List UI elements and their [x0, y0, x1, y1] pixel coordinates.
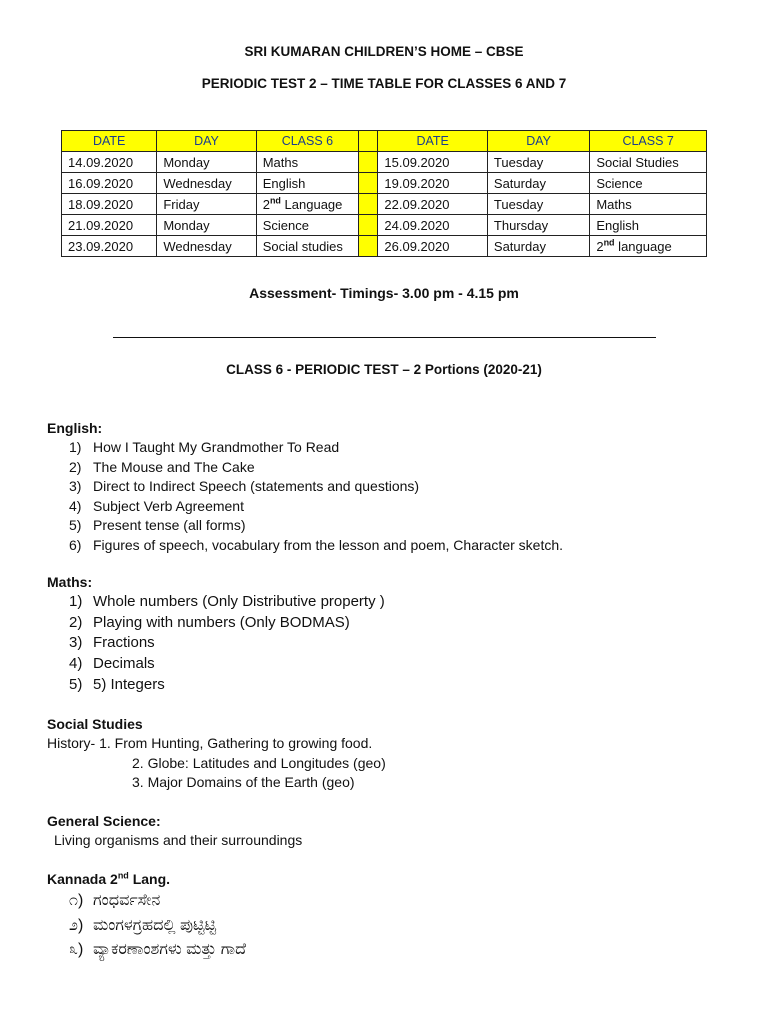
- table-cell: 23.09.2020: [62, 236, 157, 257]
- spacer-cell: [359, 173, 378, 194]
- list-item: 4) Subject Verb Agreement: [69, 497, 244, 514]
- list-item: ೨) ಮಂಗಳಗ್ರಹದಲ್ಲಿ ಪುಟ್ಟಿಟ್ಟಿ: [69, 916, 217, 934]
- table-cell: Tuesday: [487, 194, 589, 215]
- table-row: [62, 194, 707, 215]
- table-cell: 2nd Language: [256, 194, 358, 215]
- table-cell: 24.09.2020: [378, 215, 488, 236]
- list-item: 2) Playing with numbers (Only BODMAS): [69, 613, 350, 631]
- list-item: 2) The Mouse and The Cake: [69, 458, 255, 475]
- list-item: 3) Fractions: [69, 634, 155, 652]
- list-item: ೩) ವ್ಯಾಕರಣಾಂಶಗಳು ಮತ್ತು ಗಾದೆ: [69, 941, 247, 958]
- science-section: [47, 811, 302, 851]
- table-cell: Social studies: [256, 236, 358, 257]
- maths-list: [47, 592, 385, 695]
- science-line: Living organisms and their surroundings: [54, 832, 303, 848]
- table-cell: Science: [590, 173, 707, 194]
- portions-title: CLASS 6 - PERIODIC TEST – 2 Portions (2020-21): [226, 362, 542, 377]
- list-item: 4) Decimals: [69, 655, 155, 673]
- table-row: [62, 236, 707, 257]
- science-heading: General Science:: [47, 813, 161, 829]
- divider-line: [113, 337, 656, 338]
- table-cell: Maths: [590, 194, 707, 215]
- col-header-date: DATE: [62, 131, 157, 152]
- table-cell: Monday: [157, 152, 256, 173]
- social-studies-heading: Social Studies: [47, 716, 143, 732]
- timetable: [61, 130, 707, 257]
- table-cell: English: [256, 173, 358, 194]
- assessment-timing: Assessment- Timings- 3.00 pm - 4.15 pm: [249, 285, 519, 301]
- kannada-list: [47, 889, 246, 963]
- table-cell: 21.09.2020: [62, 215, 157, 236]
- table-row: [62, 215, 707, 236]
- spacer-cell: [359, 236, 378, 257]
- list-item: 1) Whole numbers (Only Distributive property ): [69, 593, 385, 610]
- spacer-cell: [359, 131, 378, 152]
- table-cell: Science: [256, 215, 358, 236]
- table-cell: Wednesday: [157, 236, 256, 257]
- table-cell: Social Studies: [590, 152, 707, 173]
- english-heading: English:: [47, 420, 103, 436]
- table-cell: 26.09.2020: [378, 236, 488, 257]
- table-cell: 19.09.2020: [378, 173, 488, 194]
- spacer-cell: [359, 152, 378, 173]
- list-item: 5) Present tense (all forms): [69, 517, 246, 533]
- table-row: [62, 152, 707, 173]
- table-cell: Friday: [157, 194, 256, 215]
- col-header-class7: CLASS 7: [590, 131, 707, 152]
- english-section: [47, 418, 563, 555]
- timetable-header-row: [62, 131, 707, 152]
- school-title: SRI KUMARAN CHILDREN’S HOME – CBSE: [244, 44, 524, 59]
- maths-heading: Maths:: [47, 574, 93, 590]
- maths-section: [47, 572, 385, 695]
- col-header-day: DAY: [487, 131, 589, 152]
- geo-line: 2. Globe: Latitudes and Longitudes (geo): [132, 754, 386, 771]
- table-cell: Saturday: [487, 236, 589, 257]
- table-cell: 2nd language: [590, 236, 707, 257]
- table-cell: Wednesday: [157, 173, 256, 194]
- table-cell: English: [590, 215, 707, 236]
- kannada-section: [47, 869, 246, 963]
- table-cell: Thursday: [487, 215, 589, 236]
- geo-line: 3. Major Domains of the Earth (geo): [132, 774, 355, 790]
- history-line: History- 1. From Hunting, Gathering to growing food.: [47, 735, 373, 751]
- table-cell: Saturday: [487, 173, 589, 194]
- list-item: 3) Direct to Indirect Speech (statements and questions): [69, 478, 420, 494]
- table-cell: 14.09.2020: [62, 152, 157, 173]
- list-item: ೧) ಗಂಧರ್ವಸೇನ: [69, 892, 161, 909]
- english-list: [47, 438, 563, 555]
- col-header-class6: CLASS 6: [256, 131, 358, 152]
- table-cell: Tuesday: [487, 152, 589, 173]
- col-header-date: DATE: [378, 131, 488, 152]
- table-cell: 16.09.2020: [62, 173, 157, 194]
- kannada-heading: Kannada 2nd Lang.: [47, 870, 171, 887]
- table-cell: Monday: [157, 215, 256, 236]
- list-item: 5) 5) Integers: [69, 675, 165, 693]
- social-studies-section: [47, 714, 386, 793]
- table-row: [62, 173, 707, 194]
- spacer-cell: [359, 215, 378, 236]
- col-header-day: DAY: [157, 131, 256, 152]
- spacer-cell: [359, 194, 378, 215]
- list-item: 1) How I Taught My Grandmother To Read: [69, 439, 340, 455]
- timetable-title: PERIODIC TEST 2 – TIME TABLE FOR CLASSES 6 AND 7: [201, 76, 567, 91]
- table-cell: Maths: [256, 152, 358, 173]
- table-cell: 15.09.2020: [378, 152, 488, 173]
- list-item: 6) Figures of speech, vocabulary from the lesson and poem, Character sketch.: [69, 536, 564, 553]
- table-cell: 22.09.2020: [378, 194, 488, 215]
- table-cell: 18.09.2020: [62, 194, 157, 215]
